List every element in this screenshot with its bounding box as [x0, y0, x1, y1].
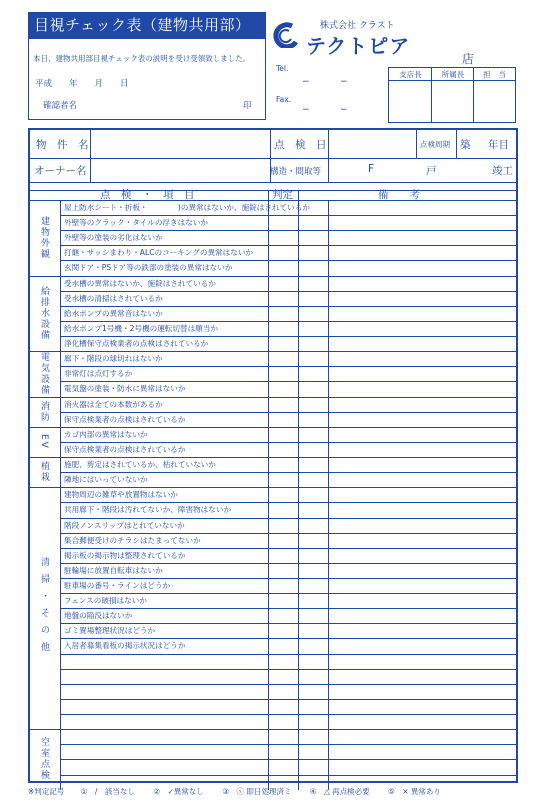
check-item: 外壁等のクラック・タイルの浮きはないか: [64, 218, 208, 228]
judgment-cell[interactable]: [268, 563, 298, 578]
structure-label: 構造・間取等: [270, 167, 322, 177]
fax-dash-1: −: [302, 105, 310, 115]
judgment-cell[interactable]: [268, 245, 298, 260]
tel-label: Tel.: [276, 64, 289, 73]
judgment-cell[interactable]: [268, 533, 298, 548]
legend-item: ③ ⓧ 即日処理済ミ: [222, 787, 292, 796]
check-item: 廊下・階段の球切れはないか: [64, 354, 163, 364]
check-item: 地盤の陥没はないか: [64, 611, 133, 621]
remarks-cell[interactable]: [328, 260, 516, 275]
category-label: 清掃・その他: [39, 557, 49, 660]
judgment-cell[interactable]: [268, 623, 298, 638]
remarks-cell[interactable]: [328, 608, 516, 623]
judgment-cell[interactable]: [268, 548, 298, 563]
judgment-cell[interactable]: [268, 502, 298, 517]
owner-name-label: オーナー名: [34, 165, 87, 177]
judgment-cell[interactable]: [268, 608, 298, 623]
remarks-cell[interactable]: [328, 638, 516, 653]
remarks-cell[interactable]: [328, 321, 516, 336]
receipt-note: 本日、建物共用部目視チェック表の説明を受け受領致しました。: [33, 54, 251, 63]
remarks-cell[interactable]: [328, 533, 516, 548]
category-label: 消防: [39, 400, 49, 423]
judgment-cell[interactable]: [268, 714, 298, 729]
check-item: カゴ内部の異常はないか: [64, 429, 148, 439]
remarks-cell[interactable]: [328, 548, 516, 563]
check-item: 電気盤の塗装・防水に異常はないか: [64, 384, 186, 394]
remarks-cell[interactable]: [328, 245, 516, 260]
judgment-cell[interactable]: [268, 457, 298, 472]
judgment-cell[interactable]: [268, 472, 298, 487]
fax-label: Fax.: [276, 95, 292, 104]
judgment-cell[interactable]: [268, 487, 298, 502]
remarks-cell[interactable]: [328, 351, 516, 366]
check-item: 受水槽の異常はないか、施錠はされているか: [64, 278, 216, 288]
remarks-cell[interactable]: [328, 759, 516, 774]
approval-dept-manager: 所属長: [432, 68, 474, 81]
judgment-cell[interactable]: [268, 276, 298, 291]
judgment-cell[interactable]: [268, 336, 298, 351]
check-item: 隣地にはいっていないか: [64, 475, 148, 485]
company-name-small: 株式会社 クラスト: [320, 21, 395, 31]
check-item: 入居者募集看板の掲示状況はどうか: [64, 641, 186, 651]
check-item: 給水ポンプ1号機・2号機の運転切替は順当か: [64, 323, 218, 333]
legend-item: ④ △ 再点検必要: [309, 787, 370, 796]
floors-label: F: [368, 163, 375, 175]
judgment-cell[interactable]: [268, 442, 298, 457]
remarks-cell[interactable]: [328, 381, 516, 396]
remarks-cell[interactable]: [328, 744, 516, 759]
inspection-table: [28, 128, 518, 783]
remarks-cell[interactable]: [328, 729, 516, 744]
remarks-column-header: 備 考: [378, 189, 420, 201]
check-item: 保守点検業者の点検はされているか: [64, 414, 186, 424]
remarks-cell[interactable]: [328, 623, 516, 638]
years-label: 年目: [488, 139, 509, 151]
store-label: 店: [462, 52, 475, 66]
remarks-cell[interactable]: [328, 487, 516, 502]
judgment-cell[interactable]: [268, 321, 298, 336]
remarks-cell[interactable]: [328, 578, 516, 593]
judgment-cell[interactable]: [268, 397, 298, 412]
judgment-cell[interactable]: [268, 759, 298, 774]
remarks-cell[interactable]: [328, 669, 516, 684]
receipt-confirmation-box: [28, 38, 266, 120]
judgment-cell[interactable]: [268, 230, 298, 245]
remarks-cell[interactable]: [328, 215, 516, 230]
remarks-cell[interactable]: [328, 306, 516, 321]
remarks-cell[interactable]: [328, 699, 516, 714]
category-label: 空室点検: [39, 737, 49, 782]
inspection-period-label: 点検周期: [420, 140, 450, 149]
built-label: 築: [460, 139, 471, 151]
judgment-cell[interactable]: [268, 381, 298, 396]
judgment-cell[interactable]: [268, 366, 298, 381]
remarks-cell[interactable]: [328, 412, 516, 427]
check-item: 施肥、剪定はされているか、枯れていないか: [64, 460, 216, 470]
judgment-cell[interactable]: [268, 291, 298, 306]
legend-item: ① / 該当なし: [80, 787, 135, 796]
judgment-cell[interactable]: [268, 518, 298, 533]
check-item: 駐車場の番号・ラインはどうか: [64, 581, 171, 590]
check-item: ゴミ置場整理状況はどうか: [64, 626, 156, 636]
seal-mark: 印: [243, 101, 252, 111]
check-item: 集合郵便受けのチラシはたまってないか: [64, 535, 201, 545]
check-item: 消火器は全ての本数があるか: [64, 399, 163, 409]
inspection-date-label: 点 検 日: [274, 139, 327, 151]
judgment-cell[interactable]: [268, 699, 298, 714]
fax-dash-2: −: [340, 105, 348, 115]
remarks-cell[interactable]: [328, 654, 516, 669]
remarks-cell[interactable]: [328, 457, 516, 472]
judgment-cell[interactable]: [268, 578, 298, 593]
judgment-cell[interactable]: [268, 684, 298, 699]
check-item: 共用廊下・階段は汚れてないか、障害物はないか: [64, 505, 232, 515]
remarks-cell[interactable]: [328, 427, 516, 442]
confirmer-label: 確認者名: [43, 101, 78, 111]
check-item: 掲示板の掲示物は整理されているか: [64, 550, 186, 560]
remarks-cell[interactable]: [328, 230, 516, 245]
remarks-cell[interactable]: [328, 442, 516, 457]
judgment-cell[interactable]: [268, 638, 298, 653]
remarks-cell[interactable]: [328, 397, 516, 412]
check-item: 駐輪場に放置自転車はないか: [64, 565, 163, 575]
judgment-legend: [28, 786, 546, 797]
category-label: 建物外観: [39, 215, 49, 260]
check-item: 給水ポンプの異常音はないか: [64, 308, 163, 318]
property-name-label: 物 件 名: [36, 139, 89, 151]
judgment-cell[interactable]: [268, 412, 298, 427]
remarks-cell[interactable]: [328, 593, 516, 608]
remarks-cell[interactable]: [328, 366, 516, 381]
remarks-cell[interactable]: [328, 518, 516, 533]
check-item: 屋上防水シート・折板・ )の異常はないか、施錠はされているか: [64, 203, 310, 212]
legend-item: ② ✓異常なし: [153, 787, 204, 796]
judgment-cell[interactable]: [268, 215, 298, 230]
remarks-cell[interactable]: [328, 714, 516, 729]
remarks-cell[interactable]: [328, 336, 516, 351]
remarks-cell[interactable]: [328, 502, 516, 517]
tel-dash-1: −: [302, 77, 310, 87]
check-item: 建物周辺の雑草や放置物はないか: [64, 490, 178, 500]
approval-branch-manager: 支店長: [389, 68, 432, 81]
category-label: 植栽: [39, 461, 49, 484]
remarks-cell[interactable]: [328, 684, 516, 699]
remarks-cell[interactable]: [328, 200, 516, 215]
legend-item: ⑤ × 異常あり: [388, 787, 441, 796]
check-item: 打継・サッシまわり・ALCのコーキングの異常はないか: [64, 248, 254, 258]
remarks-cell[interactable]: [328, 291, 516, 306]
date-field[interactable]: 平成 年 月 日: [35, 79, 129, 89]
judgment-cell[interactable]: [268, 669, 298, 684]
check-item: 非常灯は点灯するか: [64, 369, 133, 379]
judgment-cell[interactable]: [268, 306, 298, 321]
judgment-cell[interactable]: [268, 200, 298, 215]
approval-staff: 担 当: [474, 68, 515, 81]
company-logo-icon: [270, 22, 300, 48]
category-label: 電気設備: [39, 351, 49, 396]
judgment-cell[interactable]: [268, 427, 298, 442]
category-label: EV: [39, 433, 49, 450]
judgment-cell[interactable]: [268, 260, 298, 275]
judgment-cell[interactable]: [268, 654, 298, 669]
units-label: 戸: [426, 165, 437, 177]
remarks-cell[interactable]: [328, 563, 516, 578]
judgment-cell[interactable]: [268, 351, 298, 366]
items-column-header: 点 検 ・ 項 目: [100, 189, 195, 201]
page-title: 目視チェック表（建物共用部）: [28, 12, 266, 38]
tel-dash-2: −: [340, 77, 348, 87]
check-item: 階段ノンスリップはとれていないか: [64, 520, 185, 530]
judgment-column-header: 判定: [272, 189, 293, 201]
check-item: 受水槽の清掃はされているか: [64, 293, 163, 303]
remarks-cell[interactable]: [328, 276, 516, 291]
check-item: 保守点検業者の点検はされているか: [64, 444, 186, 454]
check-item: 玄関ドア・PSドア等の鉄部の塗装の異常はないか: [64, 263, 233, 273]
company-name: テクトピア: [306, 34, 411, 58]
remarks-cell[interactable]: [328, 472, 516, 487]
check-item: 外壁等の塗装の劣化はないか: [64, 233, 163, 243]
completion-label: 竣工: [492, 165, 513, 177]
judgment-cell[interactable]: [268, 593, 298, 608]
judgment-cell[interactable]: [268, 729, 298, 744]
judgment-cell[interactable]: [268, 744, 298, 759]
legend-label: ※判定記号: [28, 787, 65, 796]
check-item: 浄化槽保守点検業者の点検はされているか: [64, 339, 209, 349]
category-label: 給排水設備: [39, 285, 49, 341]
check-item: フェンスの破損はないか: [64, 596, 147, 606]
approval-stamp-boxes: [388, 67, 516, 123]
